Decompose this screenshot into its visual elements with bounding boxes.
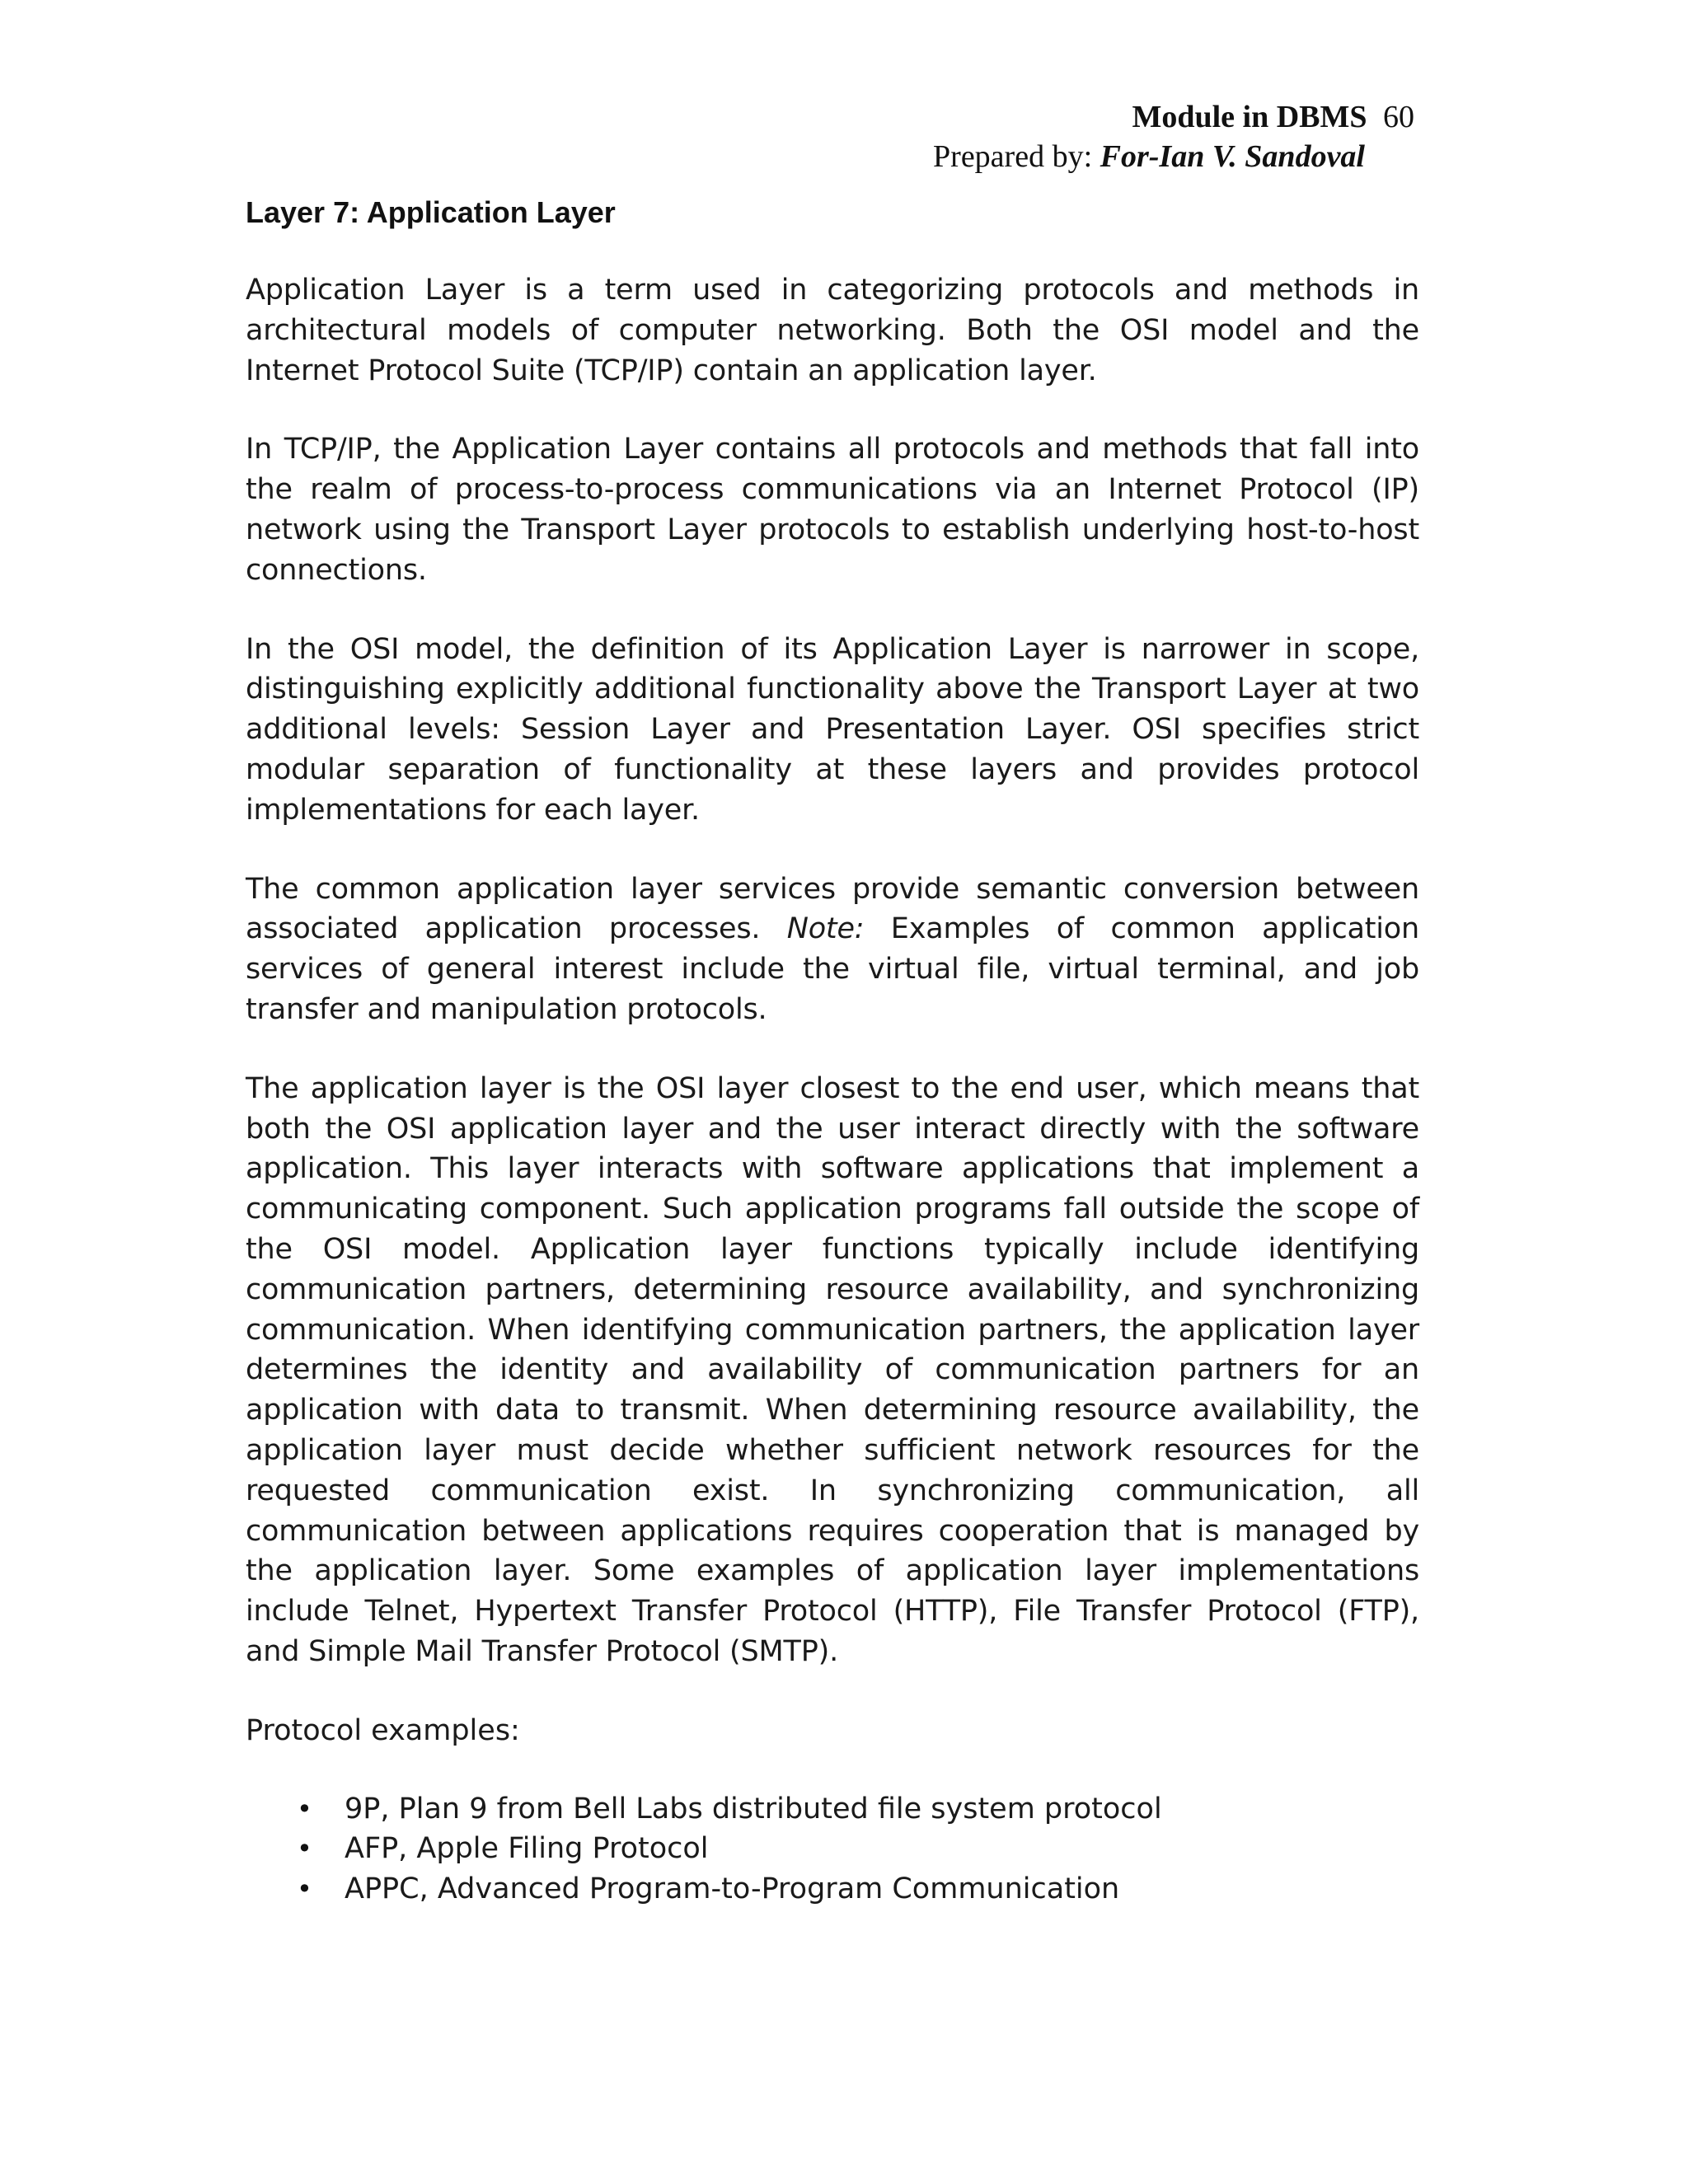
- list-item-text: AFP, Apple Filing Protocol: [345, 1832, 709, 1866]
- author-name: For-Ian V. Sandoval: [1100, 139, 1365, 174]
- section-title: Layer 7: Application Layer: [246, 195, 616, 229]
- list-item-text: 9P, Plan 9 from Bell Labs distributed file system protocol: [345, 1792, 1162, 1825]
- list-item-text: APPC, Advanced Program-to-Program Communication: [345, 1872, 1120, 1906]
- paragraph-4-text-b: Examples of common application services of general interest include the virtual file, virtual terminal, and job transfer and manipulation protocols.: [246, 912, 1419, 1026]
- paragraph-5: The application layer is the OSI layer closest to the end user, which means that both the OSI application layer and the user interact directly with the software application. This layer interacts with software applications that implement a communicating component. Such application programs fall outside the scope of the OSI model. Application layer functions typically include identifying communication partners, determining resource availability, and synchronizing communication. When identifying communication partners, the application layer determines the identity and availability of communication partners for an application with data to transmit. When determining resource availability, the application layer must decide whether sufficient network resources for the requested communication exist. In synchronizing communication, all communication between applications requires cooperation that is managed by the application layer. Some examples of application layer implementations include Telnet, Hypertext Transfer Protocol (HTTP), File Transfer Protocol (FTP), and Simple Mail Transfer Protocol (SMTP).: [246, 1071, 1419, 1668]
- bullet-icon: •: [297, 1793, 312, 1825]
- main-content: [246, 193, 1419, 1910]
- paragraph-4-text-a: The common application layer services provide semantic conversion between associated application processes.: [246, 872, 1419, 946]
- page-number: 60: [1383, 100, 1414, 134]
- paragraph-3: In the OSI model, the definition of its Application Layer is narrower in scope, distinguishing explicitly additional functionality above the Transport Layer at two additional levels: Session Layer and Presentation Layer. OSI specifies strict modular separation of functionality at these layers and provides protocol implementations for each layer.: [246, 632, 1419, 827]
- bullet-icon: •: [297, 1833, 312, 1865]
- bullet-icon: •: [297, 1873, 312, 1905]
- protocol-examples-heading: Protocol examples:: [246, 1713, 520, 1747]
- paragraph-2: In TCP/IP, the Application Layer contains all protocols and methods that fall into the realm of process-to-process communications via an Internet Protocol (IP) network using the Transport Layer protocols to establish underlying host-to-host connections.: [246, 433, 1419, 587]
- note-label: Note:: [786, 912, 865, 946]
- header-prepared-line: [673, 137, 1365, 176]
- header-module-line: [673, 97, 1414, 137]
- list-item: [246, 1789, 1419, 1830]
- page-header: [673, 97, 1414, 176]
- module-title: Module in DBMS: [1132, 100, 1367, 134]
- prepared-by-label: Prepared by:: [933, 139, 1093, 174]
- list-item: [246, 1829, 1419, 1869]
- paragraph-1: Application Layer is a term used in categorizing protocols and methods in architectural models of computer networking. Both the OSI model and the Internet Protocol Suite (TCP/IP) contain an application layer.: [246, 274, 1419, 387]
- list-item: [246, 1869, 1419, 1910]
- protocol-list: [246, 1789, 1419, 1910]
- paragraph-4: [246, 869, 1419, 1030]
